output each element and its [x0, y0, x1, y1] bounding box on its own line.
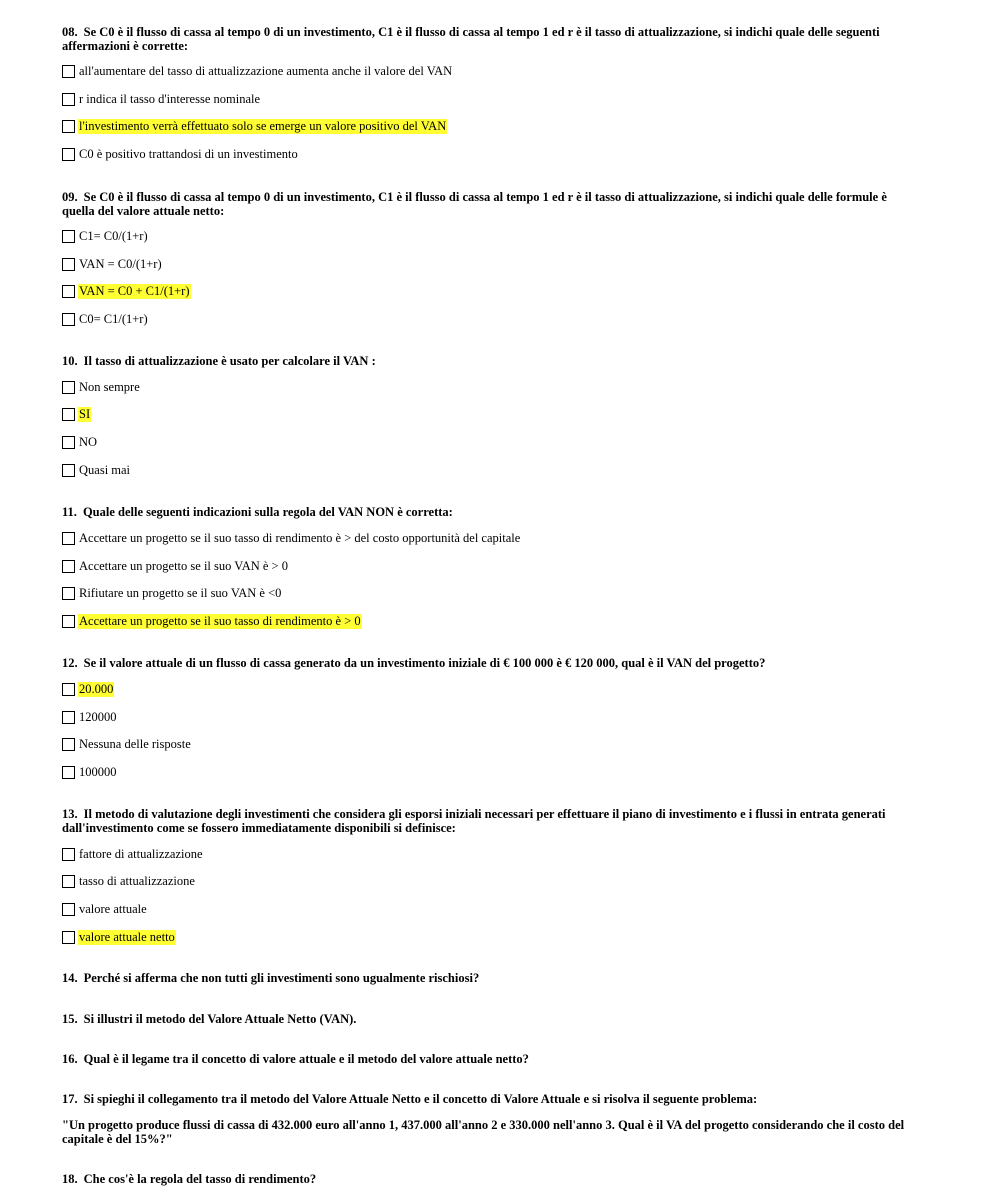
- question-08-option-2[interactable]: [62, 91, 261, 108]
- question-text: Si illustri il metodo del Valore Attuale Netto (VAN).: [83, 1012, 357, 1026]
- option-text-highlighted: SI: [79, 407, 91, 421]
- question-12-option-1[interactable]: [62, 681, 114, 698]
- question-09-title: [62, 190, 922, 218]
- option-text: NO: [79, 435, 98, 449]
- question-11-option-4[interactable]: [62, 613, 362, 630]
- checkbox[interactable]: [62, 381, 75, 394]
- question-number: 11.: [62, 505, 77, 519]
- question-10-option-3[interactable]: [62, 434, 98, 451]
- checkbox[interactable]: [62, 313, 75, 326]
- checkbox[interactable]: [62, 93, 75, 106]
- checkbox[interactable]: [62, 903, 75, 916]
- option-text: C1= C0/(1+r): [79, 229, 148, 243]
- question-12-option-3[interactable]: [62, 736, 192, 753]
- option-text: all'aumentare del tasso di attualizzazione aumenta anche il valore del VAN: [79, 64, 453, 78]
- checkbox[interactable]: [62, 65, 75, 78]
- question-number: 12.: [62, 656, 78, 670]
- question-10-option-2[interactable]: [62, 406, 91, 423]
- question-text: Qual è il legame tra il concetto di valore attuale e il metodo del valore attuale netto?: [83, 1052, 529, 1066]
- question-text: Quale delle seguenti indicazioni sulla regola del VAN NON è corretta:: [82, 505, 453, 519]
- option-text-highlighted: 20.000: [79, 682, 114, 696]
- checkbox[interactable]: [62, 120, 75, 133]
- question-12-title: [62, 656, 922, 670]
- option-text-highlighted: l'investimento verrà effettuato solo se emerge un valore positivo del VAN: [79, 119, 447, 133]
- question-number: 16.: [62, 1052, 78, 1066]
- question-13-title: [62, 807, 922, 835]
- question-number: 13.: [62, 807, 78, 821]
- question-text: Il tasso di attualizzazione è usato per calcolare il VAN :: [83, 354, 376, 368]
- question-08-title: [62, 25, 922, 53]
- question-12-option-4[interactable]: [62, 764, 118, 781]
- question-12-option-2[interactable]: [62, 709, 118, 726]
- question-10-option-1[interactable]: [62, 379, 141, 396]
- question-08-option-1[interactable]: [62, 63, 453, 80]
- checkbox[interactable]: [62, 532, 75, 545]
- question-text: Perché si afferma che non tutti gli investimenti sono ugualmente rischiosi?: [83, 971, 480, 985]
- question-text: Se C0 è il flusso di cassa al tempo 0 di un investimento, C1 è il flusso di cassa al tempo 1 ed r è il tasso di attualizzazione, si indichi quale delle formule è quella del valore attuale netto:: [62, 190, 887, 218]
- question-13-option-4[interactable]: [62, 929, 176, 946]
- option-text: Accettare un progetto se il suo VAN è > 0: [79, 559, 288, 573]
- question-text: Se il valore attuale di un flusso di cassa generato da un investimento iniziale di € 100 000 è € 120 000, qual è il VAN del progetto?: [83, 656, 766, 670]
- question-11-option-1[interactable]: [62, 530, 521, 547]
- question-number: 10.: [62, 354, 78, 368]
- option-text: tasso di attualizzazione: [79, 874, 195, 888]
- question-13-option-3[interactable]: [62, 901, 148, 918]
- question-text: Che cos'è la regola del tasso di rendimento?: [83, 1172, 317, 1186]
- question-18-title: [62, 1172, 922, 1186]
- option-text-highlighted: VAN = C0 + C1/(1+r): [79, 284, 190, 298]
- option-text: Rifiutare un progetto se il suo VAN è <0: [79, 586, 282, 600]
- option-text: valore attuale: [79, 902, 147, 916]
- question-text: Se C0 è il flusso di cassa al tempo 0 di un investimento, C1 è il flusso di cassa al tempo 1 ed r è il tasso di attualizzazione, si indichi quale delle seguenti affermazioni è corrette:: [62, 25, 880, 53]
- question-text: Il metodo di valutazione degli investimenti che considera gli esporsi iniziali necessari per effettuare il piano di investimento e i flussi in entrata generati dall'investimento come se fossero immediatamente disponibili si definisce:: [62, 807, 886, 835]
- question-09-option-3[interactable]: [62, 283, 191, 300]
- question-text: Si spieghi il collegamento tra il metodo del Valore Attuale Netto e il concetto di Valore Attuale e si risolva il seguente problema:: [83, 1092, 758, 1106]
- option-text: C0 è positivo trattandosi di un investimento: [79, 147, 298, 161]
- question-17-title: [62, 1092, 922, 1106]
- option-text: VAN = C0/(1+r): [79, 257, 162, 271]
- option-text-highlighted: valore attuale netto: [79, 930, 175, 944]
- question-17-problem: "Un progetto produce flussi di cassa di 432.000 euro all'anno 1, 437.000 all'anno 2 e 330.000 nell'anno 3. Qual è il VA del progetto considerando che il costo del capitale è del 15%?": [62, 1118, 905, 1146]
- option-text: 100000: [79, 765, 117, 779]
- checkbox[interactable]: [62, 931, 75, 944]
- question-10-title: [62, 354, 922, 368]
- question-15-title: [62, 1012, 922, 1026]
- question-11-title: [62, 505, 922, 519]
- checkbox[interactable]: [62, 766, 75, 779]
- question-09-option-4[interactable]: [62, 311, 149, 328]
- option-text: fattore di attualizzazione: [79, 847, 203, 861]
- question-16-title: [62, 1052, 922, 1066]
- question-09-option-1[interactable]: [62, 228, 149, 245]
- checkbox[interactable]: [62, 258, 75, 271]
- checkbox[interactable]: [62, 230, 75, 243]
- question-11-option-2[interactable]: [62, 558, 289, 575]
- option-text: Accettare un progetto se il suo tasso di rendimento è > del costo opportunità del capitale: [79, 531, 521, 545]
- checkbox[interactable]: [62, 285, 75, 298]
- question-number: 17.: [62, 1092, 78, 1106]
- option-text: C0= C1/(1+r): [79, 312, 148, 326]
- question-number: 09.: [62, 190, 78, 204]
- checkbox[interactable]: [62, 587, 75, 600]
- checkbox[interactable]: [62, 711, 75, 724]
- checkbox[interactable]: [62, 464, 75, 477]
- question-08-option-3[interactable]: [62, 118, 447, 135]
- question-10-option-4[interactable]: [62, 462, 131, 479]
- question-13-option-1[interactable]: [62, 846, 204, 863]
- question-number: 14.: [62, 971, 78, 985]
- option-text-highlighted: Accettare un progetto se il suo tasso di rendimento è > 0: [79, 614, 361, 628]
- option-text: Non sempre: [79, 380, 140, 394]
- option-text: Nessuna delle risposte: [79, 737, 191, 751]
- question-09-option-2[interactable]: [62, 256, 163, 273]
- option-text: r indica il tasso d'interesse nominale: [79, 92, 261, 106]
- option-text: Quasi mai: [79, 463, 131, 477]
- checkbox[interactable]: [62, 875, 75, 888]
- option-text: 120000: [79, 710, 117, 724]
- question-number: 08.: [62, 25, 78, 39]
- checkbox[interactable]: [62, 615, 75, 628]
- question-number: 18.: [62, 1172, 78, 1186]
- checkbox[interactable]: [62, 560, 75, 573]
- checkbox[interactable]: [62, 683, 75, 696]
- question-14-title: [62, 971, 922, 985]
- checkbox[interactable]: [62, 436, 75, 449]
- checkbox[interactable]: [62, 848, 75, 861]
- checkbox[interactable]: [62, 738, 75, 751]
- question-11-option-3[interactable]: [62, 585, 282, 602]
- question-13-option-2[interactable]: [62, 873, 196, 890]
- question-number: 15.: [62, 1012, 78, 1026]
- question-08-option-4[interactable]: [62, 146, 299, 163]
- checkbox[interactable]: [62, 148, 75, 161]
- checkbox[interactable]: [62, 408, 75, 421]
